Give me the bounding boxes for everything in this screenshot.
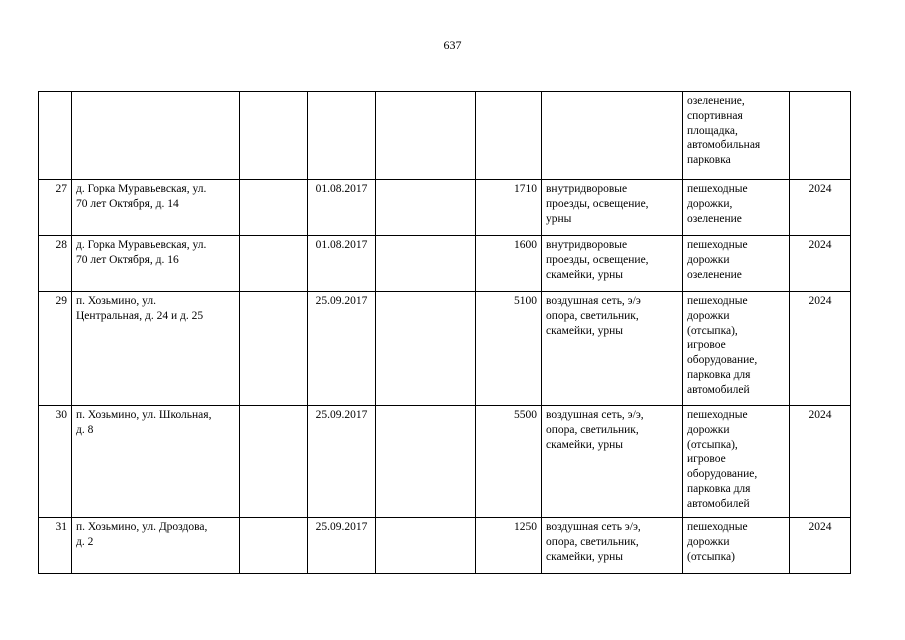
row-number-cell: 28 [39, 236, 72, 292]
address-line: 70 лет Октября, д. 14 [76, 197, 179, 210]
planned-line: (отсыпка) [687, 550, 735, 563]
empty-cell [240, 180, 308, 236]
area-cell: 1600 [476, 236, 542, 292]
planned-works-cell [683, 180, 790, 236]
planned-line: дорожки [687, 535, 730, 548]
year-cell [790, 92, 851, 180]
address-line: п. Хозьмино, ул. Дроздова, [76, 521, 208, 533]
page-number: 637 [443, 38, 462, 52]
address-cell [72, 292, 240, 406]
existing-line: проезды, освещение, [546, 197, 649, 210]
empty-cell [240, 406, 308, 518]
address-line: п. Хозьмино, ул. Школьная, [76, 409, 212, 421]
table-row [39, 92, 851, 180]
existing-line: проезды, освещение, [546, 253, 649, 266]
address-cell [72, 180, 240, 236]
year-cell: 2024 [790, 180, 851, 236]
planned-line: оборудование, [687, 468, 758, 481]
empty-cell [376, 92, 476, 180]
planned-line: оборудование, [687, 354, 758, 367]
planned-line: озеленение, [687, 95, 745, 107]
planned-line: парковка для [687, 482, 751, 495]
year-cell: 2024 [790, 518, 851, 574]
date-cell: 25.09.2017 [308, 292, 376, 406]
date-cell: 25.09.2017 [308, 518, 376, 574]
existing-line: внутридворовые [546, 239, 628, 251]
existing-line: скамейки, урны [546, 550, 624, 563]
planned-works-cell [683, 406, 790, 518]
planned-line: (отсыпка), [687, 324, 738, 337]
date-cell: 25.09.2017 [308, 406, 376, 518]
year-cell: 2024 [790, 236, 851, 292]
planned-line: дорожки [687, 309, 730, 322]
address-cell [72, 92, 240, 180]
row-number-cell: 30 [39, 406, 72, 518]
address-cell [72, 236, 240, 292]
improvement-table [38, 91, 851, 574]
empty-cell [240, 518, 308, 574]
row-number-cell: 27 [39, 180, 72, 236]
planned-works-cell [683, 92, 790, 180]
row-number-cell: 31 [39, 518, 72, 574]
table-body [39, 92, 851, 574]
existing-line: скамейки, урны [546, 438, 624, 451]
planned-line: площадка, [687, 124, 738, 137]
address-cell [72, 406, 240, 518]
planned-line: игровое [687, 453, 726, 466]
empty-cell [376, 236, 476, 292]
table-row [39, 180, 851, 236]
address-line: Центральная, д. 24 и д. 25 [76, 309, 204, 322]
address-cell [72, 518, 240, 574]
planned-line: дорожки, [687, 197, 733, 210]
existing-line: опора, светильник, [546, 423, 639, 436]
existing-elements-cell [542, 292, 683, 406]
planned-line: пешеходные [687, 239, 748, 251]
existing-elements-cell [542, 236, 683, 292]
existing-line: скамейки, урны [546, 324, 624, 337]
area-cell [476, 92, 542, 180]
planned-line: автомобильная [687, 139, 761, 152]
table-row [39, 292, 851, 406]
area-cell: 5100 [476, 292, 542, 406]
empty-cell [240, 236, 308, 292]
row-number-cell: 29 [39, 292, 72, 406]
planned-line: озеленение [687, 268, 742, 281]
existing-line: урны [546, 212, 572, 225]
planned-works-cell [683, 518, 790, 574]
address-line: д. 8 [76, 423, 94, 436]
area-cell: 5500 [476, 406, 542, 518]
existing-elements-cell [542, 180, 683, 236]
address-line: д. Горка Муравьевская, ул. [76, 239, 207, 251]
planned-line: дорожки [687, 423, 730, 436]
area-cell: 1710 [476, 180, 542, 236]
empty-cell [240, 292, 308, 406]
planned-line: автомобилей [687, 497, 750, 510]
existing-line: воздушная сеть э/э, [546, 521, 641, 533]
planned-line: пешеходные [687, 183, 748, 195]
existing-line: опора, светильник, [546, 535, 639, 548]
existing-elements-cell [542, 92, 683, 180]
planned-line: игровое [687, 339, 726, 352]
planned-line: (отсыпка), [687, 438, 738, 451]
empty-cell [240, 92, 308, 180]
date-cell: 01.08.2017 [308, 180, 376, 236]
empty-cell [376, 180, 476, 236]
planned-line: парковка [687, 154, 731, 167]
address-line: 70 лет Октября, д. 16 [76, 253, 179, 266]
planned-line: пешеходные [687, 295, 748, 307]
address-line: д. 2 [76, 535, 94, 548]
planned-line: дорожки [687, 253, 730, 266]
existing-elements-cell [542, 518, 683, 574]
existing-line: скамейки, урны [546, 268, 624, 281]
empty-cell [376, 292, 476, 406]
planned-line: озеленение [687, 212, 742, 225]
existing-line: внутридворовые [546, 183, 628, 195]
table-row [39, 236, 851, 292]
address-line: п. Хозьмино, ул. [76, 295, 156, 307]
area-cell: 1250 [476, 518, 542, 574]
table-row [39, 406, 851, 518]
planned-works-cell [683, 292, 790, 406]
planned-line: автомобилей [687, 383, 750, 396]
planned-line: пешеходные [687, 409, 748, 421]
existing-line: воздушная сеть, э/э [546, 295, 641, 307]
empty-cell [376, 406, 476, 518]
existing-line: опора, светильник, [546, 309, 639, 322]
planned-line: спортивная [687, 109, 743, 122]
planned-works-cell [683, 236, 790, 292]
date-cell: 01.08.2017 [308, 236, 376, 292]
planned-line: пешеходные [687, 521, 748, 533]
table-row [39, 518, 851, 574]
row-number-cell [39, 92, 72, 180]
existing-line: воздушная сеть, э/э, [546, 409, 644, 421]
year-cell: 2024 [790, 406, 851, 518]
address-line: д. Горка Муравьевская, ул. [76, 183, 207, 195]
planned-line: парковка для [687, 368, 751, 381]
year-cell: 2024 [790, 292, 851, 406]
existing-elements-cell [542, 406, 683, 518]
empty-cell [376, 518, 476, 574]
date-cell [308, 92, 376, 180]
